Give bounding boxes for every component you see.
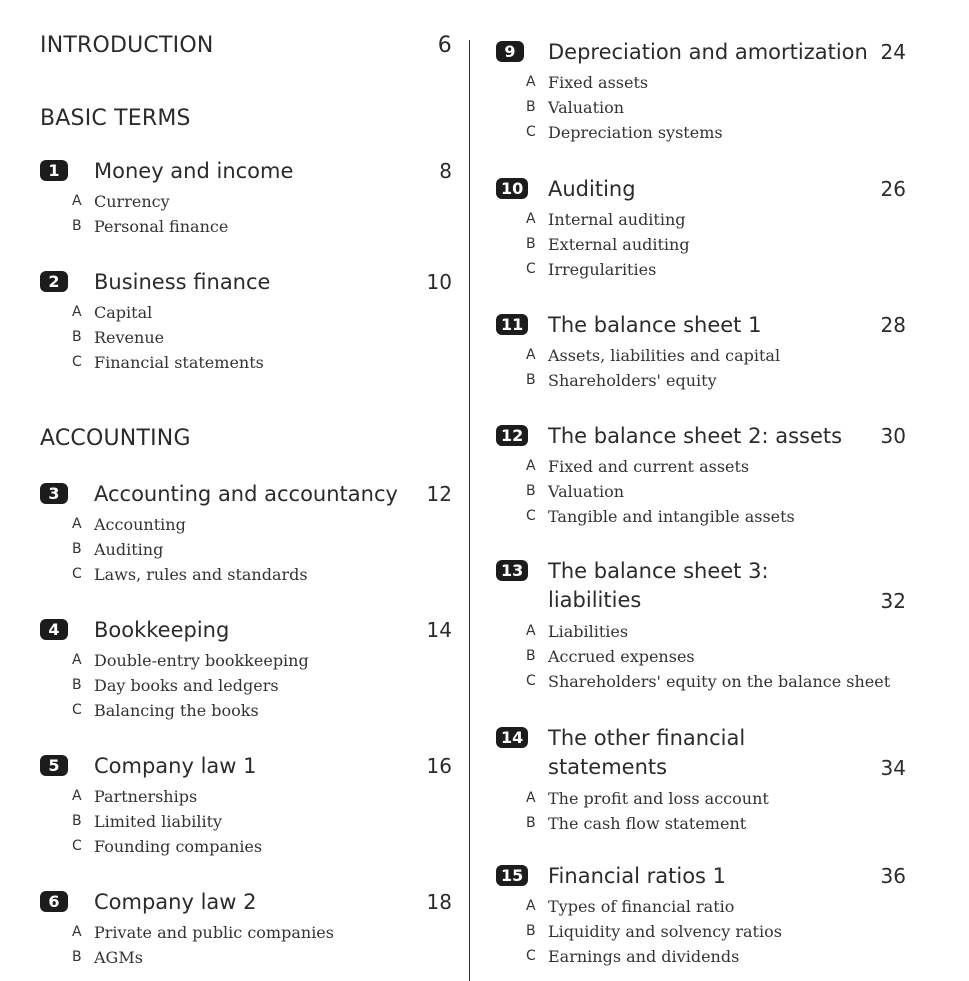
unit-topics [496,619,906,694]
topic-item: A Liabilities [526,622,629,641]
column-divider [469,40,470,981]
unit-header [40,268,452,298]
unit-15[interactable] [496,862,906,969]
topic-item: A Capital [72,303,153,322]
topic-item: B Personal finance [72,217,229,236]
unit-page-number: 14 [426,618,452,642]
unit-title: Auditing [548,177,636,201]
topic-item: C Irregularities [526,260,657,279]
topic-item: A Partnerships [72,787,198,806]
topic-item: B External auditing [526,235,690,254]
unit-header [40,888,452,918]
section-title: INTRODUCTION [40,33,214,58]
section-title: ACCOUNTING [40,426,191,451]
topic-item: C Depreciation systems [526,123,723,142]
topic-item: C Balancing the books [72,701,259,720]
unit-page-number: 18 [426,890,452,914]
topic-item: B The cash flow statement [526,814,747,833]
topic-item: A Currency [72,192,170,211]
unit-topics [496,70,906,145]
unit-header [496,422,906,452]
unit-header [40,480,452,510]
unit-page-number: 32 [880,589,906,613]
topic-item: B Accrued expenses [526,647,695,666]
topic-item: A Fixed assets [526,73,649,92]
topic-item: B AGMs [72,948,143,967]
topic-item: B Valuation [526,482,625,501]
unit-number-badge: 12 [496,425,528,446]
unit-header [40,616,452,646]
unit-number-badge: 14 [496,727,528,748]
unit-header [496,862,906,892]
unit-number-badge: 11 [496,314,528,335]
topic-item: A Private and public companies [72,923,334,942]
topic-item: C Earnings and dividends [526,947,740,966]
unit-number-badge: 10 [496,178,528,199]
unit-header [496,311,906,341]
section-title: BASIC TERMS [40,106,191,131]
unit-page-number: 8 [439,159,452,183]
unit-topics [40,784,452,859]
unit-title: Business finance [94,270,271,294]
unit-topics [496,454,906,529]
unit-number-badge: 4 [40,619,68,640]
unit-5[interactable] [40,752,452,859]
unit-title: Depreciation and amortization [548,40,868,64]
topic-item: A Double-entry bookkeeping [72,651,309,670]
unit-3[interactable] [40,480,452,587]
unit-header [496,175,906,205]
unit-header [40,752,452,782]
unit-number-badge: 3 [40,483,68,504]
unit-title: The balance sheet 1 [548,313,762,337]
topic-item: B Shareholders' equity [526,371,717,390]
unit-topics [496,786,906,836]
unit-number-badge: 1 [40,160,68,181]
unit-topics [496,343,906,393]
unit-title: Accounting and accountancy [94,482,398,506]
unit-page-number: 30 [880,424,906,448]
unit-page-number: 28 [880,313,906,337]
topic-item: A Internal auditing [526,210,686,229]
unit-number-badge: 5 [40,755,68,776]
unit-title: Financial ratios 1 [548,864,727,888]
unit-topics [40,512,452,587]
unit-page-number: 36 [880,864,906,888]
unit-title: Company law 1 [94,754,257,778]
section-page-number: 6 [437,33,452,58]
unit-header [496,724,906,784]
topic-item: B Revenue [72,328,165,347]
unit-title: Company law 2 [94,890,257,914]
unit-title: The balance sheet 2: assets [548,424,843,448]
topic-item: B Auditing [72,540,164,559]
topic-item: A Types of financial ratio [526,897,735,916]
unit-page-number: 16 [426,754,452,778]
unit-1[interactable] [40,157,452,239]
topic-item: B Liquidity and solvency ratios [526,922,782,941]
unit-topics [40,189,452,239]
unit-number-badge: 13 [496,560,528,581]
topic-item: A The profit and loss account [526,789,769,808]
topic-item: A Accounting [72,515,186,534]
unit-14[interactable] [496,724,906,836]
unit-header [40,157,452,187]
unit-title: The other financial statements [548,726,746,779]
unit-page-number: 24 [880,40,906,64]
topic-item: B Valuation [526,98,625,117]
topic-item: B Limited liability [72,812,223,831]
unit-number-badge: 15 [496,865,528,886]
topic-item: C Founding companies [72,837,263,856]
unit-header [496,557,906,617]
unit-topics [496,894,906,969]
unit-title: Money and income [94,159,294,183]
topic-item: C Tangible and intangible assets [526,507,795,526]
unit-title: Bookkeeping [94,618,230,642]
section-heading-basic-terms [40,106,452,131]
unit-page-number: 26 [880,177,906,201]
unit-title: The balance sheet 3: liabilities [548,559,769,612]
unit-6[interactable] [40,888,452,970]
unit-page-number: 10 [426,270,452,294]
unit-topics [40,648,452,723]
unit-10[interactable] [496,175,906,282]
topic-item: A Assets, liabilities and capital [526,346,781,365]
topic-item: C Shareholders' equity on the balance sheet [526,672,891,691]
unit-number-badge: 9 [496,41,524,62]
topic-item: B Day books and ledgers [72,676,279,695]
unit-number-badge: 2 [40,271,68,292]
unit-13[interactable] [496,557,906,694]
unit-topics [40,920,452,970]
unit-number-badge: 6 [40,891,68,912]
unit-12[interactable] [496,422,906,529]
unit-page-number: 12 [426,482,452,506]
unit-11[interactable] [496,311,906,393]
unit-9[interactable] [496,38,906,145]
topic-item: C Financial statements [72,353,264,372]
unit-topics [496,207,906,282]
unit-topics [40,300,452,375]
topic-item: A Fixed and current assets [526,457,750,476]
topic-item: C Laws, rules and standards [72,565,308,584]
unit-header [496,38,906,68]
section-heading-introduction[interactable] [40,33,452,58]
unit-4[interactable] [40,616,452,723]
unit-page-number: 34 [880,756,906,780]
section-heading-accounting [40,426,452,451]
unit-2[interactable] [40,268,452,375]
